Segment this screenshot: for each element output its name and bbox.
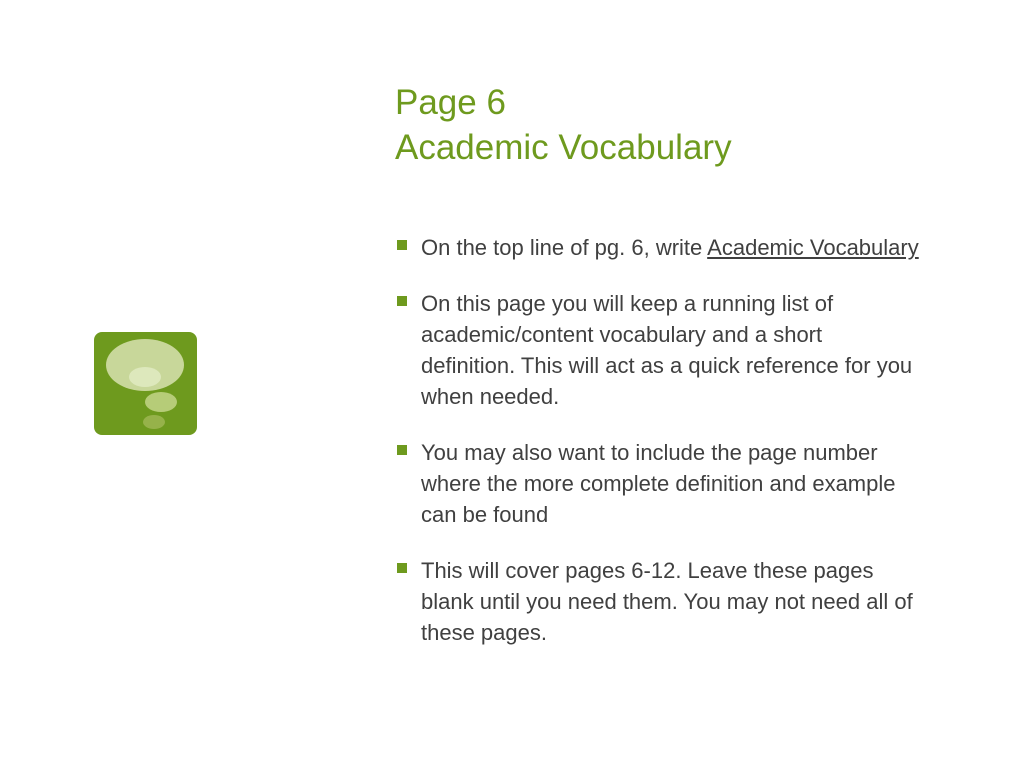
square-bullet-icon	[397, 296, 407, 306]
bullet-text: This will cover pages 6-12. Leave these pages blank until you need them. You may not need all of these pages.	[421, 558, 913, 645]
square-bullet-icon	[397, 563, 407, 573]
bullet-item	[396, 288, 956, 412]
bullet-text-plain: On the top line of pg. 6, write	[421, 235, 708, 260]
bullet-text	[421, 232, 921, 263]
square-bullet-icon	[397, 240, 407, 250]
bullet-item	[396, 555, 956, 648]
title-line-1: Page 6	[395, 83, 506, 122]
bullet-item	[396, 437, 956, 530]
thought-bubble-icon	[94, 332, 197, 435]
bullet-text: On this page you will keep a running list of academic/content vocabulary and a short definition. This will act as a quick reference for you when needed.	[421, 291, 913, 409]
bullet-text-underlined: Academic Vocabulary	[707, 235, 919, 260]
slide-title	[395, 80, 995, 170]
bullet-text: You may also want to include the page number where the more complete definition and example can be found	[421, 440, 896, 527]
bullet-item	[396, 232, 956, 263]
title-line-2: Academic Vocabulary	[395, 128, 732, 167]
bullet-list	[396, 232, 956, 673]
square-bullet-icon	[397, 445, 407, 455]
